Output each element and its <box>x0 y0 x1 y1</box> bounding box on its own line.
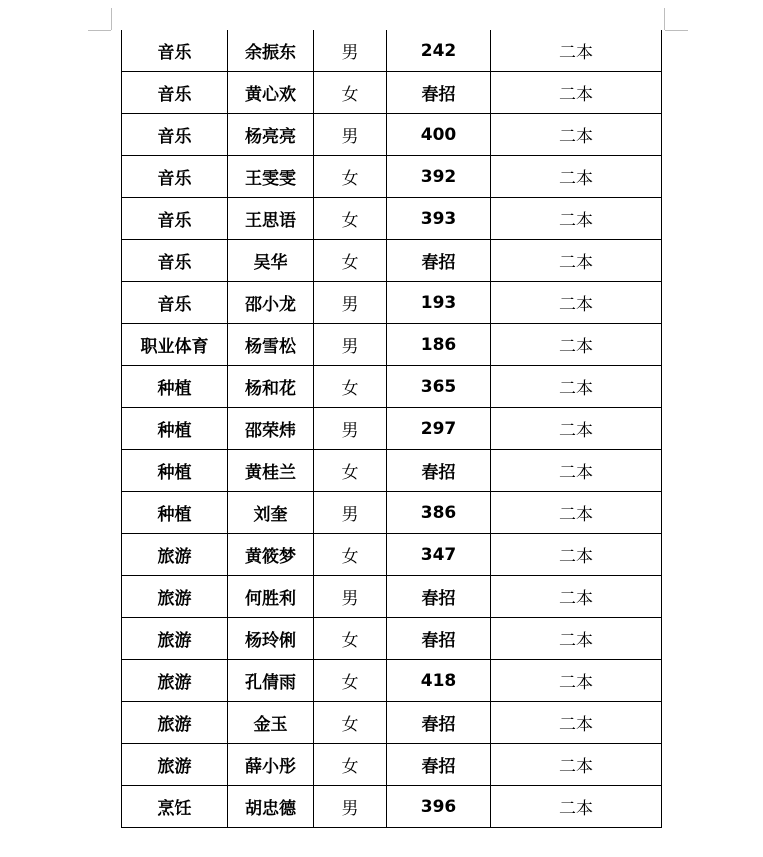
gender-cell: 女 <box>314 660 387 702</box>
gender-cell: 男 <box>314 114 387 156</box>
table-row <box>122 72 662 114</box>
gender-cell: 女 <box>314 618 387 660</box>
name-cell: 余振东 <box>228 30 314 72</box>
level-cell: 二本 <box>491 576 662 618</box>
name-cell: 吴华 <box>228 240 314 282</box>
level-cell: 二本 <box>491 282 662 324</box>
name-cell: 胡忠德 <box>228 786 314 828</box>
name-cell: 黄心欢 <box>228 72 314 114</box>
name-cell: 王思语 <box>228 198 314 240</box>
major-cell: 音乐 <box>122 198 228 240</box>
score-cell: 297 <box>387 408 491 450</box>
score-cell: 365 <box>387 366 491 408</box>
name-cell: 金玉 <box>228 702 314 744</box>
gender-cell: 女 <box>314 366 387 408</box>
name-cell: 杨玲俐 <box>228 618 314 660</box>
level-cell: 二本 <box>491 114 662 156</box>
score-cell: 418 <box>387 660 491 702</box>
table-row <box>122 198 662 240</box>
name-cell: 邵荣炜 <box>228 408 314 450</box>
major-cell: 音乐 <box>122 282 228 324</box>
score-cell: 400 <box>387 114 491 156</box>
table-row <box>122 786 662 828</box>
gender-cell: 男 <box>314 576 387 618</box>
major-cell: 旅游 <box>122 576 228 618</box>
score-cell: 242 <box>387 30 491 72</box>
score-cell: 春招 <box>387 72 491 114</box>
name-cell: 黄桂兰 <box>228 450 314 492</box>
level-cell: 二本 <box>491 450 662 492</box>
score-cell: 392 <box>387 156 491 198</box>
score-cell: 春招 <box>387 240 491 282</box>
table-row <box>122 324 662 366</box>
level-cell: 二本 <box>491 618 662 660</box>
major-cell: 音乐 <box>122 156 228 198</box>
student-table-body <box>122 30 662 828</box>
table-row <box>122 660 662 702</box>
score-cell: 春招 <box>387 576 491 618</box>
table-row <box>122 576 662 618</box>
table-row <box>122 408 662 450</box>
gender-cell: 女 <box>314 450 387 492</box>
gender-cell: 男 <box>314 282 387 324</box>
major-cell: 种植 <box>122 492 228 534</box>
name-cell: 孔倩雨 <box>228 660 314 702</box>
score-cell: 春招 <box>387 618 491 660</box>
level-cell: 二本 <box>491 72 662 114</box>
gender-cell: 女 <box>314 156 387 198</box>
name-cell: 黄筱梦 <box>228 534 314 576</box>
level-cell: 二本 <box>491 156 662 198</box>
table-row <box>122 702 662 744</box>
name-cell: 王雯雯 <box>228 156 314 198</box>
name-cell: 杨亮亮 <box>228 114 314 156</box>
gender-cell: 男 <box>314 492 387 534</box>
level-cell: 二本 <box>491 366 662 408</box>
page-margin-mark-left <box>88 30 111 31</box>
table-row <box>122 744 662 786</box>
level-cell: 二本 <box>491 786 662 828</box>
level-cell: 二本 <box>491 30 662 72</box>
level-cell: 二本 <box>491 534 662 576</box>
page-margin-mark-right <box>665 30 688 31</box>
major-cell: 旅游 <box>122 618 228 660</box>
table-row <box>122 534 662 576</box>
table-row <box>122 240 662 282</box>
major-cell: 职业体育 <box>122 324 228 366</box>
major-cell: 种植 <box>122 408 228 450</box>
level-cell: 二本 <box>491 408 662 450</box>
table-row <box>122 450 662 492</box>
major-cell: 烹饪 <box>122 786 228 828</box>
gender-cell: 女 <box>314 198 387 240</box>
gender-cell: 男 <box>314 408 387 450</box>
score-cell: 193 <box>387 282 491 324</box>
gender-cell: 女 <box>314 72 387 114</box>
level-cell: 二本 <box>491 198 662 240</box>
level-cell: 二本 <box>491 744 662 786</box>
table-row <box>122 366 662 408</box>
major-cell: 旅游 <box>122 744 228 786</box>
name-cell: 刘奎 <box>228 492 314 534</box>
score-cell: 393 <box>387 198 491 240</box>
gender-cell: 男 <box>314 324 387 366</box>
major-cell: 旅游 <box>122 702 228 744</box>
major-cell: 音乐 <box>122 72 228 114</box>
gender-cell: 男 <box>314 786 387 828</box>
table-row <box>122 156 662 198</box>
major-cell: 音乐 <box>122 114 228 156</box>
major-cell: 旅游 <box>122 660 228 702</box>
name-cell: 杨和花 <box>228 366 314 408</box>
score-cell: 386 <box>387 492 491 534</box>
table-row <box>122 282 662 324</box>
level-cell: 二本 <box>491 324 662 366</box>
score-cell: 春招 <box>387 744 491 786</box>
major-cell: 种植 <box>122 450 228 492</box>
name-cell: 邵小龙 <box>228 282 314 324</box>
gender-cell: 男 <box>314 30 387 72</box>
major-cell: 种植 <box>122 366 228 408</box>
level-cell: 二本 <box>491 492 662 534</box>
name-cell: 何胜利 <box>228 576 314 618</box>
level-cell: 二本 <box>491 660 662 702</box>
score-cell: 春招 <box>387 450 491 492</box>
gender-cell: 女 <box>314 702 387 744</box>
table-row <box>122 492 662 534</box>
score-cell: 春招 <box>387 702 491 744</box>
name-cell: 薛小彤 <box>228 744 314 786</box>
page-margin-mark-left <box>111 8 112 30</box>
name-cell: 杨雪松 <box>228 324 314 366</box>
major-cell: 音乐 <box>122 30 228 72</box>
table-row <box>122 618 662 660</box>
score-cell: 186 <box>387 324 491 366</box>
level-cell: 二本 <box>491 240 662 282</box>
gender-cell: 女 <box>314 534 387 576</box>
student-table <box>121 30 662 828</box>
score-cell: 347 <box>387 534 491 576</box>
page-margin-mark-right <box>664 8 665 30</box>
gender-cell: 女 <box>314 240 387 282</box>
table-row <box>122 114 662 156</box>
level-cell: 二本 <box>491 702 662 744</box>
score-cell: 396 <box>387 786 491 828</box>
table-row <box>122 30 662 72</box>
major-cell: 音乐 <box>122 240 228 282</box>
major-cell: 旅游 <box>122 534 228 576</box>
gender-cell: 女 <box>314 744 387 786</box>
